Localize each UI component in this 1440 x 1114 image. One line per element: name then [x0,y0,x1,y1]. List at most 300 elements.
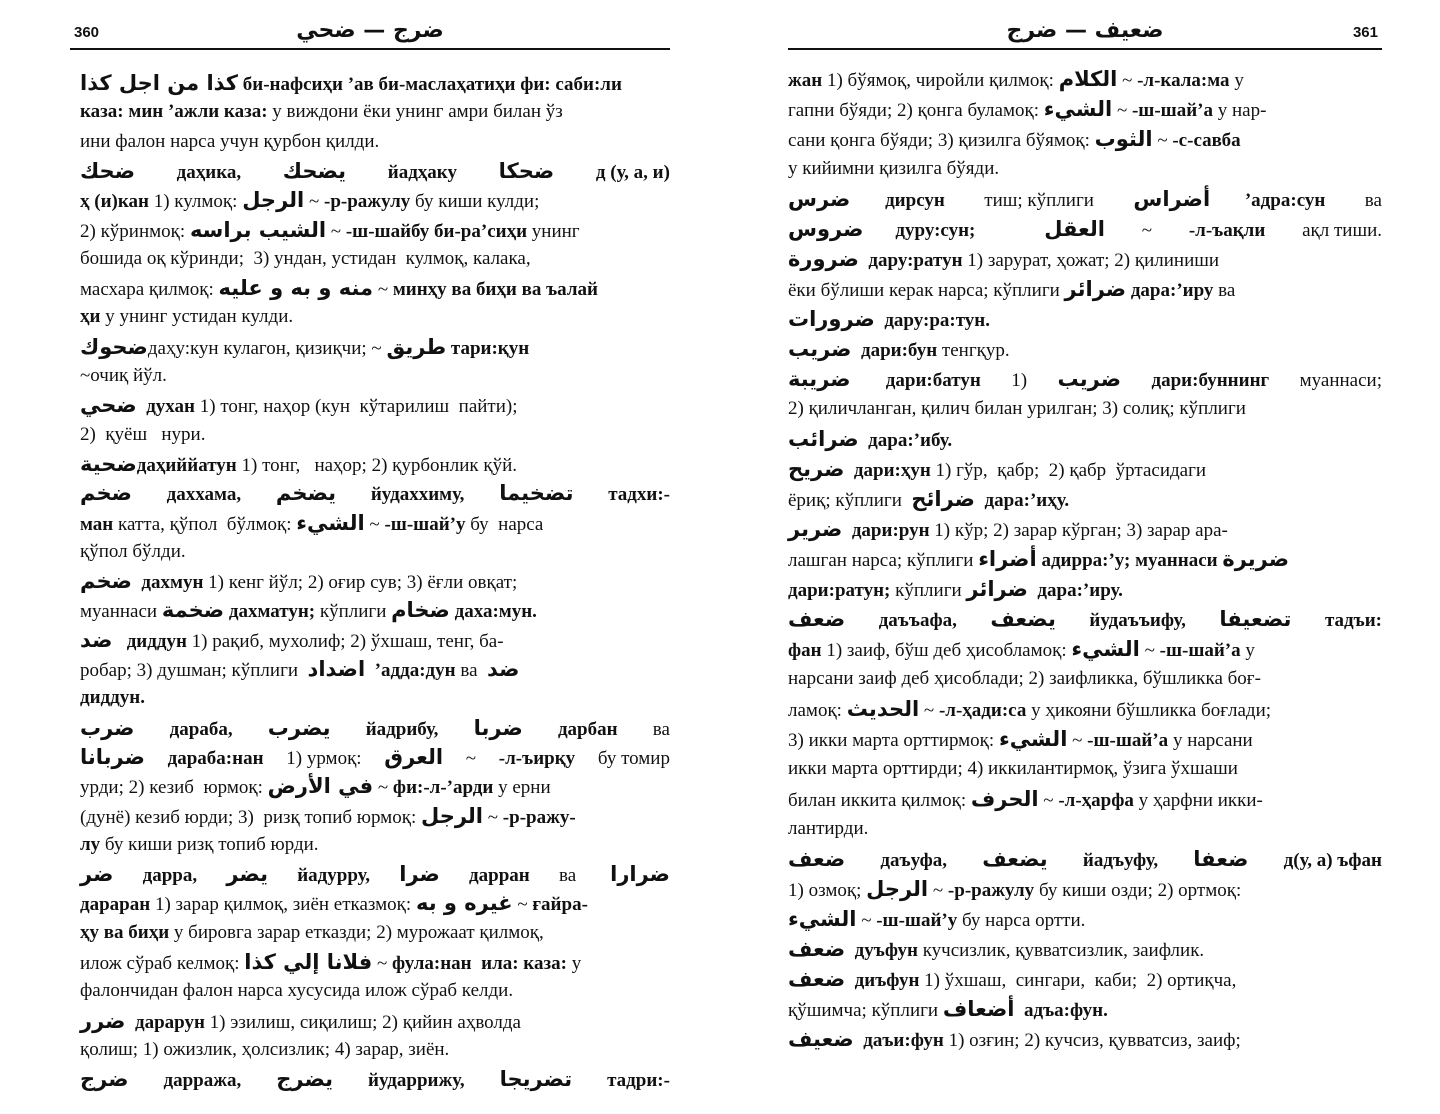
gloss-text: робар; 3) душман; кўплиги [80,660,308,681]
gloss-text: ~ [512,894,533,916]
arabic-term: ضربانا [80,744,145,769]
gloss-text: ламоқ: [788,700,847,721]
entry-line [80,306,670,328]
entry-line [788,188,1382,212]
transliteration: дарбан [557,718,618,740]
entry-line [788,698,1382,722]
gloss-text: бу киши кулди; [410,191,540,213]
transliteration: -ш-шай’у [876,910,958,931]
transliteration: йадурру, [297,865,371,887]
gloss-text: у бировга зарар етказди; 2) мурожаат қилмоқ, [169,921,544,943]
entry-line [80,277,670,301]
transliteration: дари:рун [842,520,930,541]
transliteration: лу [80,833,101,855]
transliteration: -л-кала:ма [1137,70,1230,91]
gloss-text: ва [652,718,670,740]
entry-line [788,998,1382,1022]
arabic-term: ضحك [80,158,135,183]
arabic-term: ضرب [80,715,135,740]
entry-line [80,746,670,770]
transliteration: -р-ражулу [947,880,1035,901]
transliteration: -ш-шай’а [1159,640,1241,661]
entry-line [80,922,670,944]
arabic-term: ضحية [80,451,137,476]
arabic-term: غيره و به [415,891,513,916]
transliteration: ’адда:дун [365,660,456,681]
entry-line [80,541,670,563]
gloss-text: ~ [373,279,393,301]
gloss-text: муаннаси; [1294,370,1382,391]
arabic-term: ضخام [391,598,450,623]
gloss-text: бу киши озди; 2) ортмоқ: [1034,880,1242,901]
right-running-head: ضعيف — ضرج [1006,18,1164,43]
gloss-text: ~ [1152,130,1173,151]
arabic-term: ضرا [399,862,440,887]
gloss-text: 1) озмоқ; [788,880,867,901]
entry-line [788,548,1382,572]
gloss-text: ва [455,660,487,681]
transliteration: йадрибу, [365,718,439,740]
arabic-term: ضرارا [610,862,670,887]
arabic-term: ضرورات [788,307,875,331]
arabic-term: يضعف [982,847,1048,871]
entry-line [80,717,670,741]
gloss-text: билан иккита қилмоқ: [788,790,971,811]
transliteration: дари:ратун; [788,580,891,601]
gloss-text: ақл тиши. [1297,220,1382,241]
gloss-text: у нар- [1213,100,1267,121]
gloss-text: икки марта орттирди; 4) иккилантирмоқ, ўзига ўхшаши [788,758,1238,779]
transliteration: ’адра:сун [1244,190,1326,211]
transliteration: ҳу ва биҳи [80,921,170,943]
entry-line [80,570,670,594]
entry-line [788,308,1382,332]
transliteration: даҳика, [176,161,242,183]
gloss-text: тенгқур. [937,340,1010,361]
arabic-term: فلانا إلي كذا [244,950,373,974]
arabic-term: ضريب [1057,367,1122,391]
arabic-term: ضربا [473,715,523,740]
entry-line [788,758,1382,780]
entry-line [80,160,670,184]
transliteration: диддун. [80,687,145,709]
entry-line [788,518,1382,542]
gloss-text: қўпол бўлди. [80,540,186,562]
gloss-text: ~ [372,953,393,974]
transliteration: адъа:фун. [1014,1000,1108,1021]
arabic-term: ضخم [80,481,132,506]
gloss-text: унинг [527,220,580,242]
gloss-text: ини фалон нарса учун қурбон қилди. [80,130,380,152]
transliteration: даҳиййатун [136,454,237,476]
arabic-term: ضرورة [788,247,859,271]
gloss-text: ~ [928,880,948,901]
entry-line [788,458,1382,482]
gloss-text: сани қонга бўяди; 3) қизилга бўямоқ: [788,130,1095,151]
transliteration: -р-ражулу [324,191,411,213]
entry-line [80,394,670,418]
arabic-term: يضر [226,862,268,887]
transliteration: тадхи:- [608,484,670,506]
arabic-term: الشيء [296,510,365,535]
gloss-text: даҳу:кун кулагон, қизиқчи; ~ [147,337,387,359]
entry-line [788,278,1382,302]
arabic-term: الثوب [1094,127,1153,151]
entry-line [788,338,1382,362]
arabic-term: يضرب [267,715,331,740]
transliteration: фи:-л-’арди [392,777,494,799]
transliteration: дараба, [169,718,233,740]
gloss-text: у ҳарфни икки- [1133,790,1263,811]
entry-line [80,599,670,623]
arabic-term: الرجل [242,188,305,213]
gloss-text: у [1229,70,1244,91]
gloss-text: ва [1360,190,1382,211]
arabic-term: يضرج [276,1067,334,1092]
arabic-term: ضرس [788,187,851,211]
gloss-text: ~ [326,220,346,242]
entry-line [788,488,1382,512]
gloss-text: қолиш; 1) ожизлик, ҳолсизлик; 4) зарар, зиён. [80,1038,450,1060]
entry-line [80,72,670,96]
arabic-term: الشيء [1043,97,1113,121]
arabic-term: الحديث [846,697,920,721]
gloss-text: 1) кенг йўл; 2) оғир сув; 3) ёғли овқат; [203,572,518,594]
gloss-text: ~ [461,747,481,769]
transliteration: дуру:сун; [895,220,976,241]
gloss-text: ва [558,865,581,887]
transliteration: -л-ҳади:са [938,700,1027,721]
gloss-text: 1) рақиб, мухолиф; 2) ўхшаш, тенг, ба- [186,630,504,652]
entry-line [788,728,1382,752]
entry-line [80,658,670,682]
arabic-term: ضريح [788,457,845,481]
transliteration: -ш-шай’а [1131,100,1213,121]
entry-line [788,878,1382,902]
entry-line [788,818,1382,840]
entry-line [788,1028,1382,1052]
gloss-text: ~ [483,806,503,828]
arabic-term: ضعف [788,847,846,871]
transliteration: -л-ҳарфа [1058,790,1134,811]
arabic-term: يضعف [990,607,1056,631]
entry-line [788,938,1382,962]
arabic-term: أضعاف [942,997,1015,1021]
transliteration: -ш-шай’а [1087,730,1169,751]
arabic-term: تضريجا [499,1067,573,1092]
arabic-term: ضعف [788,607,846,631]
arabic-term: ضرر [80,1008,126,1033]
gloss-text: 1) заиф, бўш деб ҳисобламоқ: [821,640,1072,661]
entry-line [788,968,1382,992]
gloss-text: (дунё) кезиб юрди; 3) ризқ топиб юрмоқ: [80,806,421,828]
transliteration: йударрижу, [368,1070,465,1092]
transliteration: фан [788,640,822,661]
gloss-text: 2) кўринмоқ: [80,220,190,242]
entry-line [80,248,670,270]
transliteration: дахматун; [224,601,316,623]
gloss-text: ва [1213,280,1236,301]
right-page-header [788,18,1382,50]
transliteration: дарарун [125,1011,205,1033]
arabic-term: منه و به و عليه [218,276,374,301]
transliteration: дару:ра:тун. [874,310,990,331]
arabic-term: كذا من اجل كذا [80,71,238,95]
entry-line [788,98,1382,122]
arabic-term: الرجل [866,877,929,901]
entry-line [80,189,670,213]
gloss-text: қўшимча; кўплиги [788,1000,943,1021]
entry-line [788,428,1382,452]
left-page-header [70,18,670,50]
gloss-text: илож сўраб келмоқ: [80,953,245,974]
transliteration: дахмун [131,572,204,594]
entry-line [80,1039,670,1061]
transliteration: даха:мун. [449,601,537,623]
arabic-term: ضعفا [1193,847,1249,871]
right-page [720,0,1440,1114]
arabic-term: الشيء [998,727,1068,751]
gloss-text: 1) бўямоқ, чиройли қилмоқ: [822,70,1059,91]
arabic-term: في الأرض [267,774,374,799]
arabic-term: ضعف [788,967,846,991]
transliteration: каза: мин ’ажли каза: [80,101,268,123]
arabic-term: ضد [487,657,520,681]
transliteration: -р-ражу- [502,806,576,828]
transliteration: дуъфун [845,940,918,961]
gloss-text: урди; 2) кезиб юрмоқ: [80,777,268,799]
transliteration: дара:’иру [1126,280,1214,301]
gloss-text: 1) зарар қилмоқ, зиён етказмоқ: [150,894,416,916]
gloss-text: лашган нарса; кўплиги [788,550,979,571]
arabic-term: ضعيف [788,1027,854,1051]
transliteration: д(у, а) ъфан [1283,850,1382,871]
entry-line [80,453,670,477]
transliteration: ман [80,513,114,535]
gloss-text: у виждони ёки унинг амри билан ўз [267,101,563,123]
transliteration: даъъафа, [878,610,957,631]
gloss-text: бу нарса [465,513,544,535]
gloss-text [1007,220,1012,242]
arabic-term: ضخمة [161,598,225,623]
transliteration: йудаххиму, [370,484,465,506]
entry-line [80,775,670,799]
arabic-term: ضحوك [80,334,148,359]
gloss-text: масхара қилмоқ: [80,279,219,301]
transliteration: -ш-шай’у [384,513,466,535]
entry-line [788,908,1382,932]
entry-line [788,128,1382,152]
gloss-text: ~очиқ йўл. [80,365,167,386]
transliteration: дара:’иҳу. [974,490,1070,511]
arabic-term: الكلام [1058,67,1118,91]
gloss-text: 1) гўр, қабр; 2) қабр ўртасидаги [930,460,1207,481]
entry-line [80,687,670,709]
arabic-term: الحرف [970,787,1039,811]
transliteration: фула:нан ила: каза: [392,953,567,974]
gloss-text: 1) кулмоқ: [148,191,243,213]
gloss-text: 1) эзилиш, сиқилиш; 2) қийин аҳволда [204,1011,521,1033]
transliteration: дара:’ибу. [858,430,953,451]
entry-line [788,638,1382,662]
gloss-text: 2) қуёш нури. [80,423,206,445]
transliteration: минҳу ва биҳи ва ъалай [392,279,598,301]
gloss-text: ~ [1112,100,1132,121]
gloss-text: бу нарса ортти. [957,910,1086,931]
arabic-term: ضرائر [966,577,1028,601]
arabic-term: ضرائر [1064,277,1127,301]
transliteration: дари:буннинг [1146,370,1270,391]
gloss-text: 1) озғин; 2) кучсиз, қувватсиз, заиф; [943,1030,1241,1051]
entry-line [80,629,670,653]
transliteration: даххама, [166,484,242,506]
entry-line [80,980,670,1002]
arabic-term: ضرائح [911,487,975,511]
transliteration: дари:ҳун [844,460,931,481]
arabic-term: الشيب براسه [189,217,327,242]
entry-line [788,608,1382,632]
left-running-head: ضرج — ضحي [296,18,444,43]
transliteration: тадъи: [1324,610,1382,631]
arabic-term: أضراء [978,547,1037,571]
gloss-text: бу томир [593,747,670,769]
entry-line [80,219,670,243]
entry-line [788,668,1382,690]
arabic-term: طريق [386,334,447,359]
gloss-text: ~ [1038,790,1059,811]
gloss-text: у унинг устидан кулди. [100,306,294,328]
transliteration: ҳ (и)кан [80,191,149,213]
entry-line [788,248,1382,272]
gloss-text: катта, қўпол бўлмоқ: [113,513,297,535]
arabic-term: ضر [80,862,114,887]
left-page-number: 360 [74,24,100,41]
gloss-text: кучсизлик, қувватсизлик, заифлик. [917,940,1205,961]
arabic-term: يضخم [275,481,337,506]
arabic-term: الشيء [1071,637,1140,661]
transliteration: даъи:фун [853,1030,944,1051]
transliteration: дирсун [885,190,945,211]
gloss-text: 1) урмоқ: [281,747,367,769]
gloss-text: фалончидан фалон нарса хусусида илож сўраб келди. [80,980,514,1002]
transliteration: духан [136,396,195,418]
transliteration: жан [788,70,823,91]
entry-line [788,578,1382,602]
gloss-text: тиш; кўплиги [979,190,1099,211]
entry-line [80,131,670,153]
transliteration: ҳи [80,306,101,328]
arabic-term: ضروس [788,217,864,241]
gloss-text: бошида оқ кўринди; 3) ундан, устидан кулмоқ, калака, [80,247,531,269]
entry-line [80,805,670,829]
transliteration: -с-савба [1172,130,1241,151]
gloss-text: 1) [1006,370,1032,391]
gloss-text: 3) икки марта орттирмоқ: [788,730,999,751]
arabic-term: ضريرة [1222,547,1290,571]
entry-line [788,848,1382,872]
transliteration: дара:’иру. [1027,580,1123,601]
arabic-term: تضعيفا [1219,607,1292,631]
gloss-text: ~ [1137,220,1157,241]
entry-line [80,101,670,123]
gloss-text: бу киши ризқ топиб юрди. [100,833,319,855]
gloss-text: ~ [364,513,385,535]
transliteration: диддун [112,630,187,652]
entry-line [80,365,670,387]
entry-line [80,512,670,536]
gloss-text: лантирди. [788,818,869,839]
gloss-text: у нарсани [1168,730,1253,751]
entry-line [788,398,1382,420]
gloss-text: ~ [373,777,393,799]
entry-line [80,336,670,360]
transliteration: -ш-шайбу би-ра’сиҳи [345,220,528,242]
entry-line [80,482,670,506]
arabic-term: ضرير [788,517,843,541]
transliteration: йадъуфу, [1082,850,1159,871]
transliteration: тари:қун [446,337,530,359]
entry-line [80,424,670,446]
gloss-text: ~ [856,910,877,931]
gloss-text: ёки бўлиши керак нарса; кўплиги [788,280,1065,301]
transliteration: дараран [80,894,151,916]
entry-line [788,218,1382,242]
entry-line [80,951,670,975]
gloss-text: ёриқ; кўплиги [788,490,912,511]
arabic-term: ضخم [80,569,132,594]
gloss-text: муаннаси [80,601,162,623]
gloss-text: у кийимни қизилга бўяди. [788,158,1000,179]
gloss-text: у [1240,640,1255,661]
gloss-text: ~ [1117,70,1138,91]
transliteration: би-нафсиҳи ’ав би-маслаҳатиҳи фи: саби:ли [238,74,622,95]
right-page-number: 361 [1352,24,1378,41]
arabic-term: الشيء [788,907,857,931]
transliteration: диъфун [845,970,920,991]
transliteration: дарран [469,865,530,887]
gloss-text: кўплиги [890,580,967,601]
arabic-term: ضرج [80,1067,129,1092]
transliteration: ғайра- [532,894,588,916]
gloss-text: у ҳикояни бўшликка боғлади; [1026,700,1272,721]
gloss-text: у [566,953,582,974]
transliteration: адирра:’у; муаннаси [1036,550,1218,571]
gloss-text: 1) кўр; 2) зарар кўрган; 3) зарар ара- [929,520,1228,541]
gloss-text: 1) тонг, наҳор (кун кўтарилиш пайти); [195,396,518,418]
arabic-term: تضخيما [499,481,574,506]
transliteration: дару:ратун [858,250,963,271]
entry-line [788,68,1382,92]
gloss-text: гапни бўяди; 2) қонга буламоқ: [788,100,1044,121]
entry-line [80,863,670,887]
arabic-term: العرق [384,744,444,769]
arabic-term: ضحي [80,393,137,418]
gloss-text: ~ [304,191,324,213]
gloss-text: 1) тонг, наҳор; 2) қурбонлик қўй. [236,454,517,476]
arabic-term: ضد [80,627,113,652]
transliteration: дари:батун [876,370,981,391]
gloss-text: нарсани заиф деб ҳисоблади; 2) заифликка, бўшликка боғ- [788,668,1261,689]
transliteration: тадри:- [607,1070,670,1092]
transliteration: йадҳаку [387,161,457,183]
transliteration: йудаъъифу, [1089,610,1186,631]
arabic-term: ضريبة [788,367,851,391]
arabic-term: الرجل [420,803,484,828]
entry-line [788,158,1382,180]
arabic-term: أضراس [1133,187,1211,211]
transliteration: -л-ъирқу [498,747,576,769]
arabic-term: ضحكا [498,158,555,183]
